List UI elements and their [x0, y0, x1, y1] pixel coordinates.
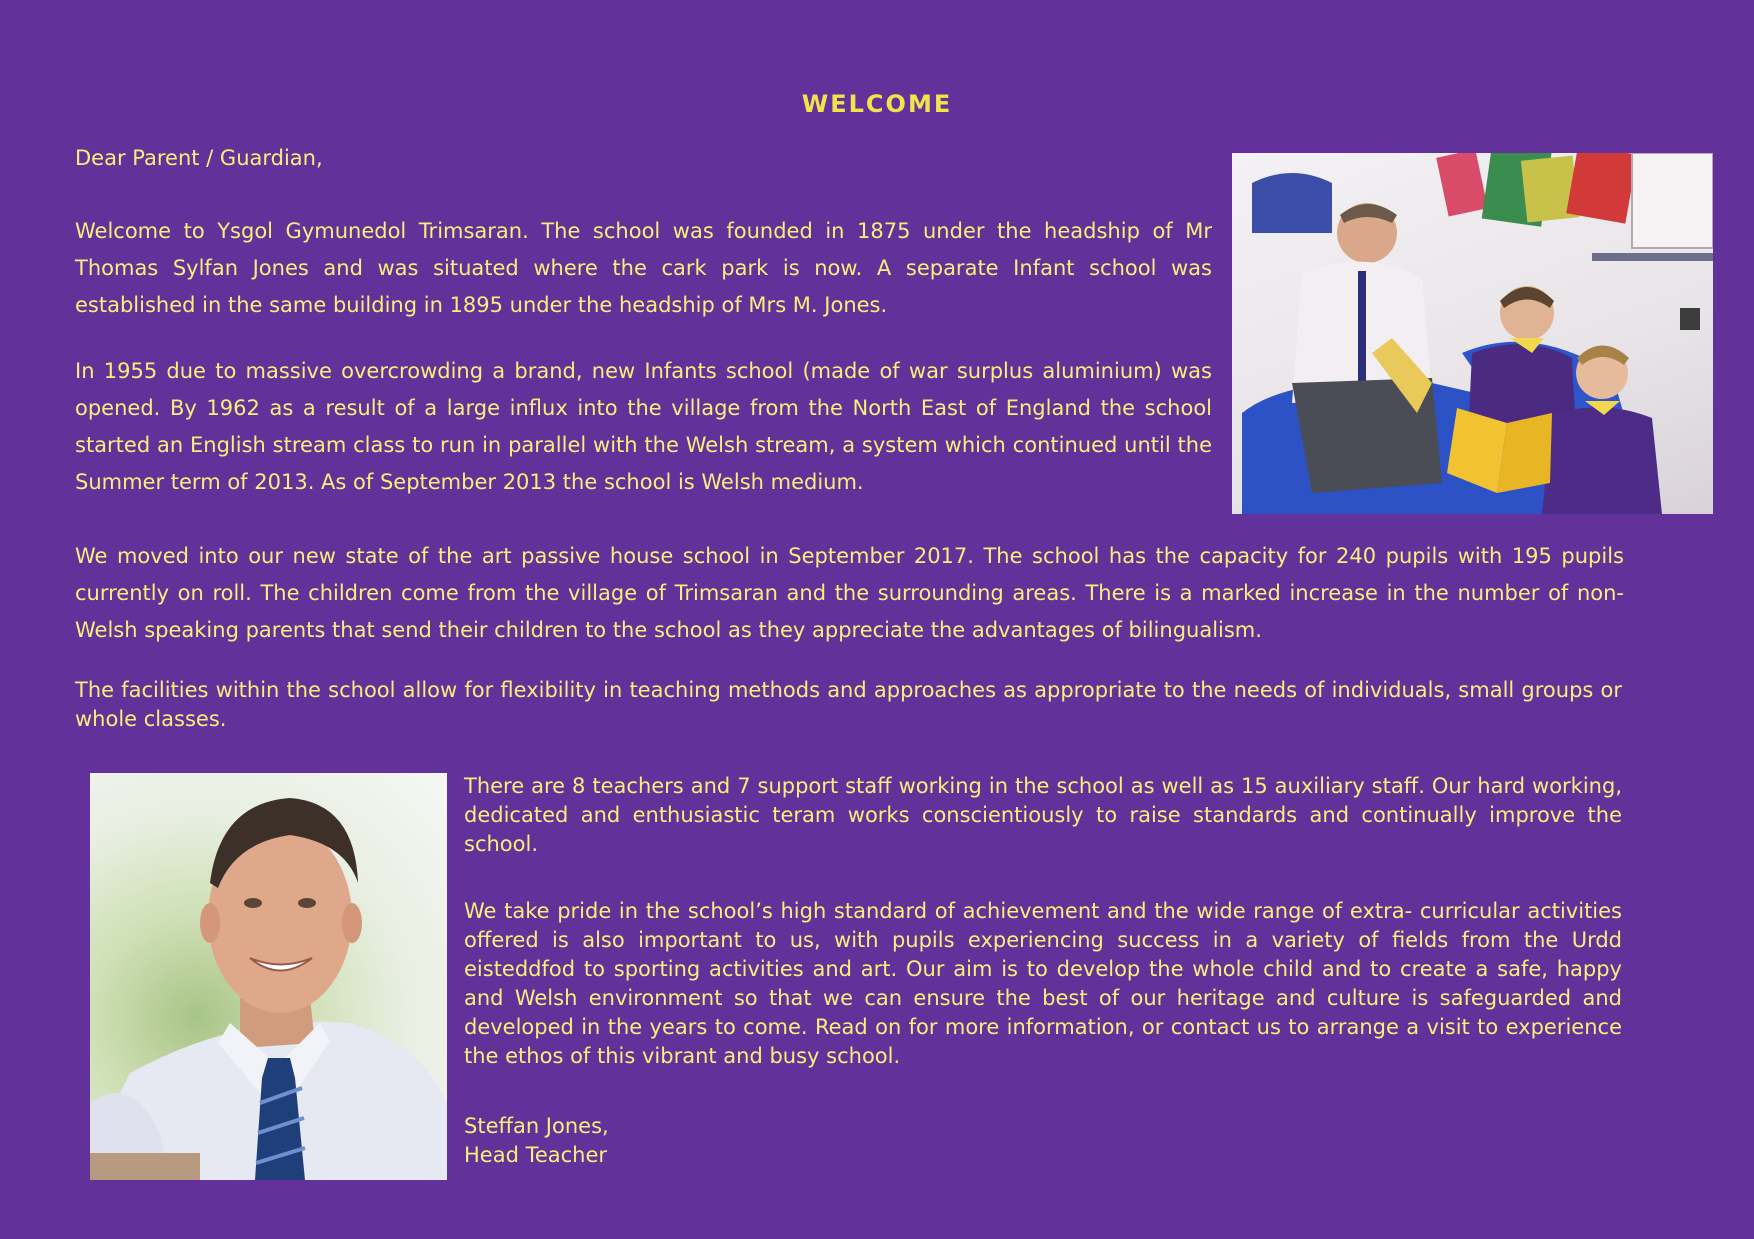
paragraph-new-school: We moved into our new state of the art passive house school in September 2017. The school has the capacity for 240 pupils with 195 pupils currently on roll. The children come from the village of Trimsaran and the surrounding areas. There is a marked increase in the number of non- Welsh speaking parents that send their children to the school as they appreciate the advantages of bilingualism.	[75, 544, 1624, 642]
page-title: WELCOME	[801, 90, 953, 118]
head-teacher-portrait-illustration	[90, 773, 447, 1180]
signature-role: Head Teacher	[464, 1143, 608, 1167]
classroom-photo	[1232, 153, 1713, 514]
classroom-photo-illustration	[1232, 153, 1713, 514]
paragraph-staff: There are 8 teachers and 7 support staff working in the school as well as 15 auxiliary staff. Our hard working, dedicated and enthusiastic teram works conscientiously to raise standards and continually improve the school.	[464, 774, 1622, 856]
paragraph-achievement: We take pride in the school’s high standard of achievement and the wide range of extra- curricular activities offered is also important to us, with pupils experiencing success in a variety of fields from the Urdd eisteddfod to sporting activities and art. Our aim is to develop the whole child and to create a safe, happy and Welsh environment so that we can ensure the best of our heritage and culture is safeguarded and developed in the years to come. Read on for more information, or contact us to arrange a visit to experience the ethos of this vibrant and busy school.	[464, 899, 1622, 1068]
signature-name: Steffan Jones,	[464, 1114, 609, 1138]
paragraph-facilities: The facilities within the school allow for flexibility in teaching methods and approaches as appropriate to the needs of individuals, small groups or whole classes.	[75, 678, 1622, 731]
paragraph-history-1955: In 1955 due to massive overcrowding a brand, new Infants school (made of war surplus aluminium) was opened. By 1962 as a result of a large influx into the village from the North East of England the school started an English stream class to run in parallel with the Welsh stream, a system which continued until the Summer term of 2013. As of September 2013 the school is Welsh medium.	[75, 359, 1212, 494]
paragraph-history-founding: Welcome to Ysgol Gymunedol Trimsaran. The school was founded in 1875 under the headship of Mr Thomas Sylfan Jones and was situated where the cark park is now. A separate Infant school was established in the same building in 1895 under the headship of Mrs M. Jones.	[75, 219, 1212, 317]
head-teacher-photo	[90, 773, 447, 1180]
greeting: Dear Parent / Guardian,	[75, 146, 323, 170]
signature	[464, 1112, 1064, 1170]
